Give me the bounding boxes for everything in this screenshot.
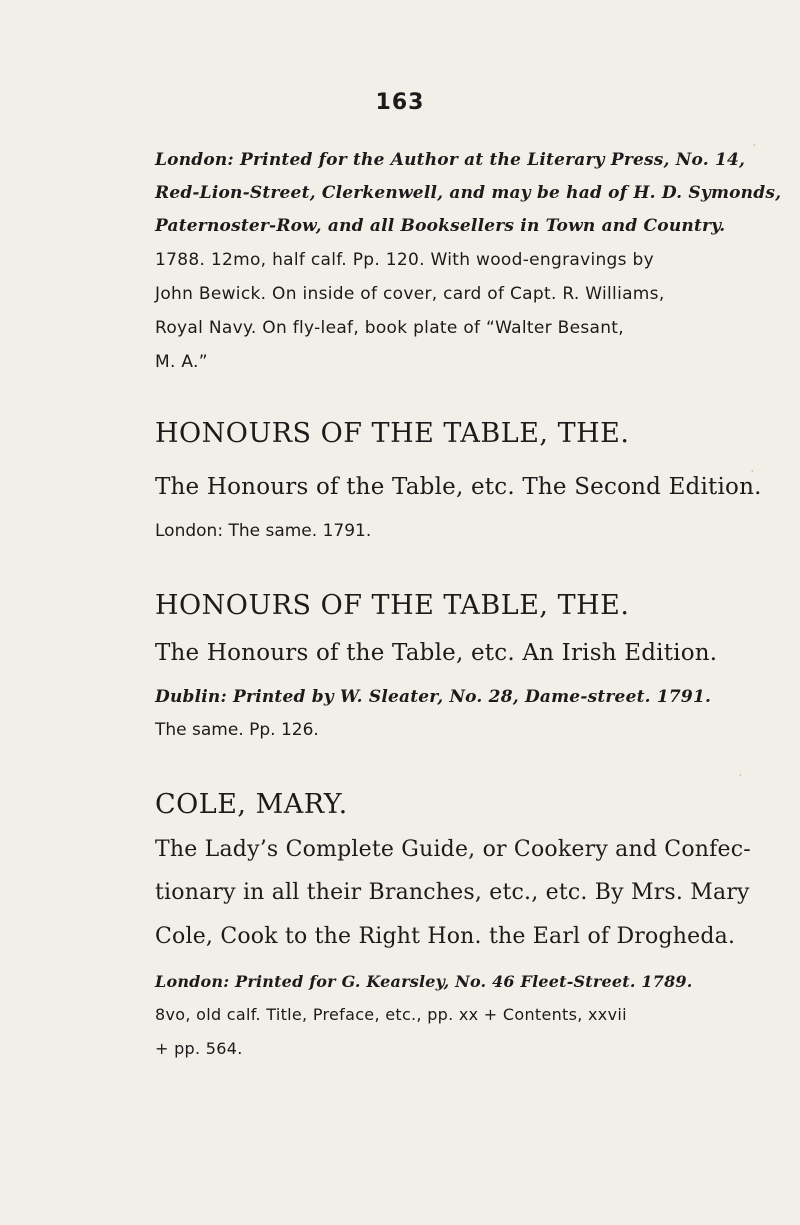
entry-4-title-line: The Lady’s Complete Guide, or Cookery and Confec-	[155, 837, 751, 862]
entry-2	[155, 418, 762, 548]
entry-3-imprint-line: The same. Pp. 126.	[155, 720, 319, 740]
entry-1-description-line: 1788. 12mo, half calf. Pp. 120. With wood-engravings by	[155, 250, 654, 270]
entry-1-description-line: Royal Navy. On fly-leaf, book plate of “Walter Besant,	[155, 318, 624, 338]
entry-3-title: The Honours of the Table, etc. An Irish Edition.	[155, 640, 718, 666]
entry-1-imprint-line: London: Printed for the Author at the Literary Press, No. 14,	[155, 150, 746, 170]
page-number: 163	[375, 90, 425, 115]
entry-1	[155, 150, 782, 380]
entry-4	[155, 789, 751, 1058]
entry-1-description-line: M. A.”	[155, 352, 208, 372]
entry-2-heading: HONOURS OF THE TABLE, THE.	[155, 418, 630, 449]
bleed-through-mark: .	[750, 458, 755, 476]
entry-2-title: The Honours of the Table, etc. The Second Edition.	[155, 474, 762, 500]
entry-1-imprint-line: Paternoster-Row, and all Booksellers in Town and Country.	[155, 216, 726, 236]
bleed-through-mark: .	[752, 132, 757, 150]
entry-1-imprint-line: Red-Lion-Street, Clerkenwell, and may be had of H. D. Symonds,	[155, 183, 782, 203]
entry-4-heading: COLE, MARY.	[155, 789, 348, 820]
entry-3-imprint-line: Dublin: Printed by W. Sleater, No. 28, Dame-street. 1791.	[155, 687, 712, 707]
entry-4-title-line: Cole, Cook to the Right Hon. the Earl of Drogheda.	[155, 924, 736, 949]
entry-4-imprint-line: 8vo, old calf. Title, Preface, etc., pp. xx + Contents, xxvii	[155, 1005, 627, 1024]
entry-4-imprint-line: + pp. 564.	[155, 1039, 243, 1058]
entry-3-heading: HONOURS OF THE TABLE, THE.	[155, 590, 630, 621]
entry-1-description-line: John Bewick. On inside of cover, card of Capt. R. Williams,	[155, 284, 665, 304]
entry-4-title-line: tionary in all their Branches, etc., etc. By Mrs. Mary	[155, 880, 750, 905]
entry-2-imprint: London: The same. 1791.	[155, 521, 372, 541]
entry-4-imprint-line: London: Printed for G. Kearsley, No. 46 Fleet-Street. 1789.	[155, 972, 693, 991]
entry-3	[155, 590, 718, 765]
bleed-through-mark: .	[738, 762, 743, 780]
